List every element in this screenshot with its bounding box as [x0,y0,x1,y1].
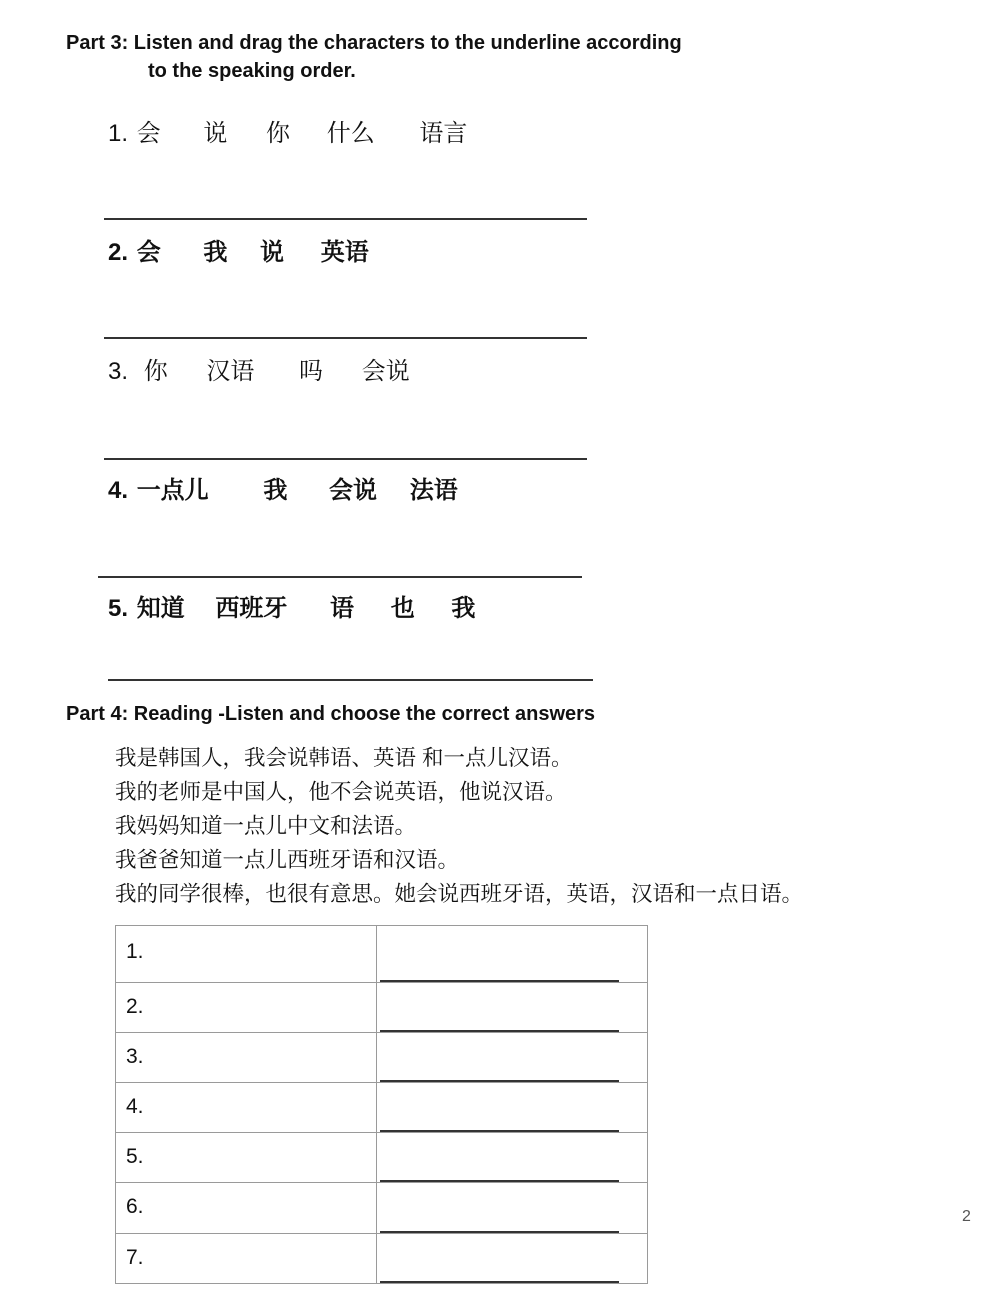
question-number: 3. [108,358,129,385]
answer-line [380,1281,619,1283]
question-number: 5. [108,595,129,622]
answer-underline-5[interactable] [108,679,593,681]
passage-line: 我的老师是中国人，他不会说英语，他说汉语。 [115,780,567,804]
answer-underline-3[interactable] [104,458,587,460]
word-tile[interactable]: 我 [203,239,228,266]
answer-cell[interactable] [377,1234,648,1284]
question-3 [108,351,410,386]
reading-passage [115,741,803,911]
question-5 [108,588,475,623]
part3-title-line2: to the speaking order. [148,60,356,82]
word-tile[interactable]: 知道 [136,595,185,622]
row-number: 1. [116,926,377,983]
word-tile[interactable]: 说 [260,239,285,266]
answer-underline-1[interactable] [104,218,587,220]
table-row [116,983,648,1033]
word-tile[interactable]: 我 [451,595,476,622]
row-number: 5. [116,1133,377,1183]
word-tile[interactable]: 你 [266,120,291,147]
passage-line: 我的同学很棒，也很有意思。她会说西班牙语，英语，汉语和一点日语。 [115,882,804,906]
word-tile[interactable]: 你 [143,358,168,385]
row-number: 2. [116,983,377,1033]
table-row [116,1234,648,1284]
part3-title [66,29,682,85]
word-tile[interactable]: 汉语 [206,358,255,385]
word-tile[interactable]: 会说 [329,477,378,504]
word-tile[interactable]: 会 [136,239,161,266]
word-tile[interactable]: 法语 [409,477,458,504]
passage-line: 我是韩国人，我会说韩语、英语 和一点儿汉语。 [115,746,573,770]
question-1 [108,113,467,148]
row-number: 6. [116,1183,377,1234]
word-tile[interactable]: 语 [330,595,355,622]
word-tile[interactable]: 会 [136,120,161,147]
word-tile[interactable]: 一点儿 [136,477,209,504]
word-tile[interactable]: 我 [263,477,288,504]
part3-title-line1: Part 3: Listen and drag the characters to the underline according [66,32,682,54]
part4-title: Part 4: Reading -Listen and choose the correct answers [66,703,596,725]
question-number: 4. [108,477,129,504]
word-tile[interactable]: 语言 [419,120,468,147]
table-row [116,1133,648,1183]
answer-cell[interactable] [377,1133,648,1183]
word-tile[interactable]: 吗 [299,358,324,385]
answer-table [115,925,648,1284]
question-number: 1. [108,120,129,147]
row-number: 4. [116,1083,377,1133]
passage-line: 我妈妈知道一点儿中文和法语。 [115,814,417,838]
answer-cell[interactable] [377,983,648,1033]
question-number: 2. [108,239,129,266]
word-tile[interactable]: 说 [203,120,228,147]
table-row [116,1183,648,1234]
word-tile[interactable]: 英语 [320,239,369,266]
table-row [116,1033,648,1083]
question-4 [108,470,458,505]
word-tile[interactable]: 西班牙 [215,595,288,622]
answer-cell[interactable] [377,1033,648,1083]
answer-underline-2[interactable] [104,337,587,339]
word-tile[interactable]: 会说 [361,358,410,385]
passage-line: 我爸爸知道一点儿西班牙语和汉语。 [115,848,460,872]
page-number: 2 [962,1208,971,1225]
word-tile[interactable]: 也 [390,595,415,622]
table-row [116,926,648,983]
answer-cell[interactable] [377,1083,648,1133]
answer-cell[interactable] [377,1183,648,1234]
table-row [116,1083,648,1133]
answer-underline-4[interactable] [98,576,582,578]
row-number: 3. [116,1033,377,1083]
answer-cell[interactable] [377,926,648,983]
row-number: 7. [116,1234,377,1284]
word-tile[interactable]: 什么 [326,120,375,147]
question-2 [108,232,369,267]
